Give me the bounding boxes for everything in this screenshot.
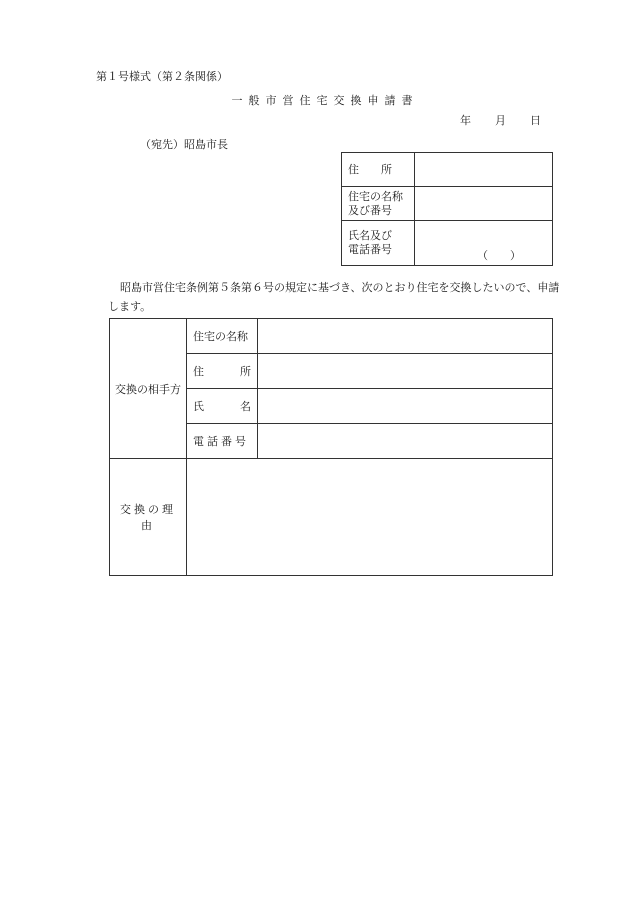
applicant-name-label-line1: 氏名及び	[348, 229, 392, 242]
detail-table	[109, 318, 553, 576]
applicant-house-label	[342, 187, 415, 221]
partner-house-field[interactable]	[258, 319, 553, 354]
date-year-label: 年	[460, 114, 471, 127]
partner-name-label: 氏 名	[187, 389, 258, 424]
page-title: 一般市営住宅交換申請書	[231, 94, 419, 107]
date-month-label: 月	[495, 114, 506, 127]
body-text: 昭島市営住宅条例第５条第６号の規定に基づき、次のとおり住宅を交換したいので、申請します。	[108, 281, 560, 313]
applicant-house-label-line2: 及び番号	[348, 203, 392, 217]
partner-house-row	[110, 319, 553, 354]
applicant-name-row	[342, 221, 553, 266]
applicant-house-field[interactable]	[415, 187, 553, 221]
form-number: 第１号様式（第２条関係）	[96, 70, 228, 83]
partner-group-label: 交換の相手方	[110, 319, 187, 459]
applicant-address-field[interactable]	[415, 153, 553, 187]
applicant-address-row	[342, 153, 553, 187]
reason-row	[110, 459, 553, 576]
applicant-house-row	[342, 187, 553, 221]
applicant-name-phone-field[interactable]	[415, 221, 553, 266]
phone-area-code-paren: （ ）	[477, 249, 521, 262]
partner-name-field[interactable]	[258, 389, 553, 424]
date-day-label: 日	[530, 114, 541, 127]
applicant-name-label-line2: 電話番号	[348, 243, 392, 256]
applicant-name-label	[342, 221, 415, 266]
partner-address-field[interactable]	[258, 354, 553, 389]
partner-phone-label: 電話番号	[187, 424, 258, 459]
applicant-house-label-line1: 住宅の名称	[348, 189, 403, 203]
partner-phone-field[interactable]	[258, 424, 553, 459]
partner-house-label: 住宅の名称	[187, 319, 258, 354]
reason-label: 交換の理由	[110, 459, 187, 576]
date-line	[460, 112, 541, 128]
applicant-address-label: 住 所	[342, 153, 415, 187]
partner-address-label: 住 所	[187, 354, 258, 389]
addressee: （宛先）昭島市長	[140, 138, 228, 151]
reason-field[interactable]	[187, 459, 553, 576]
applicant-table	[341, 152, 553, 266]
